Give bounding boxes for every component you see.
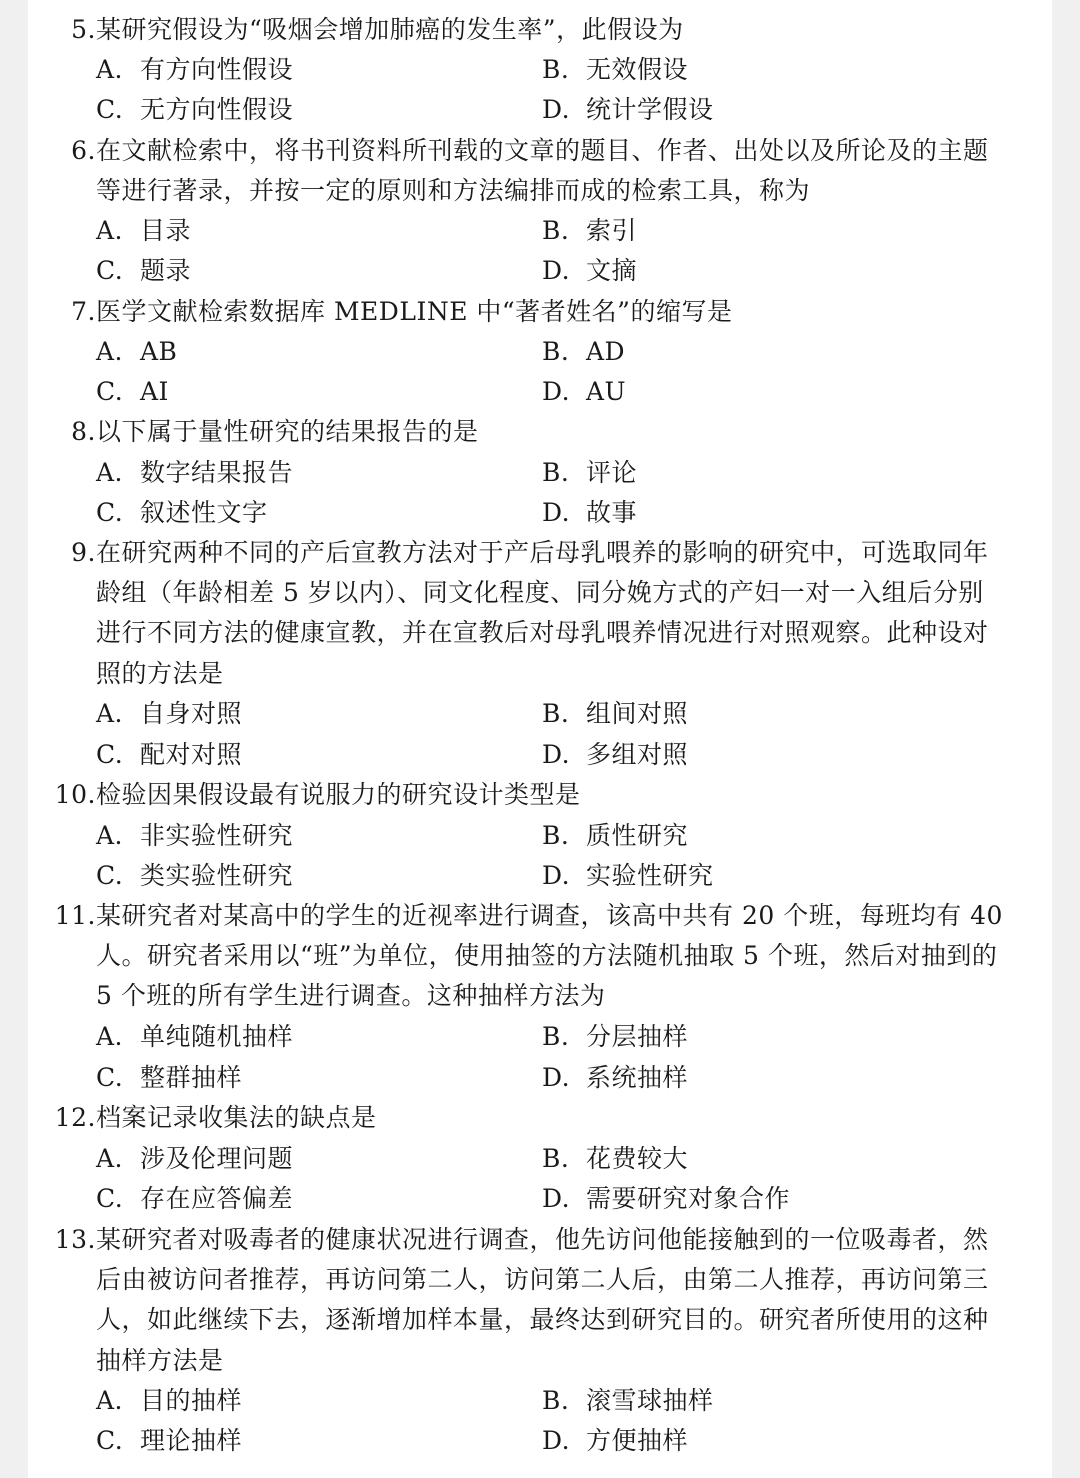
option-letter: D. [542,1426,571,1455]
option-letter: A. [96,821,124,850]
option-d [542,735,688,775]
option-letter: C. [96,377,124,406]
option-text: 无效假设 [586,55,689,84]
question-number: 7. [71,297,96,326]
option-letter: A. [96,337,124,366]
option-letter: D. [542,740,571,769]
option-b [542,694,688,734]
option-text: 花费较大 [586,1144,689,1173]
option-a [96,453,293,493]
option-d [542,1421,688,1461]
option-letter: B. [542,699,570,728]
option-text: AD [586,337,626,366]
option-text: 实验性研究 [586,861,714,890]
option-text: 理论抽样 [140,1426,243,1455]
option-letter: A. [96,699,124,728]
option-letter: A. [96,1022,124,1051]
option-c [96,90,293,130]
option-text: 单纯随机抽样 [140,1022,294,1051]
option-letter: B. [542,216,570,245]
question-11 [48,896,1008,1017]
option-c [96,251,191,291]
question-12 [48,1098,1008,1138]
option-b [542,1139,688,1179]
option-letter: D. [542,1063,571,1092]
option-letter: B. [542,1144,570,1173]
option-c [96,493,268,533]
option-text: 方便抽样 [586,1426,689,1455]
option-text: 评论 [586,458,638,487]
question-stem: 档案记录收集法的缺点是 [96,1103,377,1132]
option-letter: C. [96,740,124,769]
option-text: 滚雪球抽样 [586,1386,714,1415]
option-text: 故事 [586,498,638,527]
question-number: 10. [54,780,96,809]
option-text: 数字结果报告 [140,458,294,487]
question-number: 13. [54,1225,96,1254]
option-c [96,372,169,412]
option-text: 题录 [140,256,192,285]
option-d [542,251,637,291]
option-letter: C. [96,1426,124,1455]
option-a [96,211,191,251]
option-b [542,453,637,493]
question-number: 8. [71,417,96,446]
question-13 [48,1220,1008,1381]
option-b [542,816,688,856]
option-a [96,332,177,372]
question-6 [48,131,1008,211]
option-text: 叙述性文字 [140,498,268,527]
question-5 [48,10,1008,50]
option-c [96,1421,242,1461]
option-text: 自身对照 [140,699,243,728]
option-a [96,694,242,734]
option-letter: B. [542,1022,570,1051]
option-letter: B. [542,55,570,84]
option-text: AU [586,377,627,406]
question-stem: 检验因果假设最有说服力的研究设计类型是 [96,780,581,809]
option-letter: B. [542,1386,570,1415]
question-number: 5. [71,15,96,44]
question-stem: 某研究者对吸毒者的健康状况进行调查，他先访问他能接触到的一位吸毒者，然后由被访问者推荐，再访问第二人，访问第二人后，由第二人推荐，再访问第三人，如此继续下去，逐渐增加样本量，最终达到研究目的。研究者所使用的这种抽样方法是 [96,1225,989,1375]
option-letter: A. [96,55,124,84]
option-b [542,211,637,251]
option-letter: D. [542,861,571,890]
option-letter: C. [96,95,124,124]
option-text: 类实验性研究 [140,861,294,890]
question-number: 6. [71,136,96,165]
question-10 [48,775,1008,815]
option-letter: A. [96,1386,124,1415]
option-text: 非实验性研究 [140,821,294,850]
option-text: 质性研究 [586,821,689,850]
option-letter: C. [96,1184,124,1213]
question-stem: 在文献检索中，将书刊资料所刊载的文章的题目、作者、出处以及所论及的主题等进行著录，并按一定的原则和方法编排而成的检索工具，称为 [96,136,989,206]
option-text: 目的抽样 [140,1386,243,1415]
option-c [96,1058,242,1098]
option-letter: B. [542,458,570,487]
option-a [96,816,293,856]
option-text: 文摘 [586,256,638,285]
option-text: 无方向性假设 [140,95,294,124]
option-text: 配对对照 [140,740,243,769]
question-7 [48,292,1008,332]
option-text: 存在应答偏差 [140,1184,294,1213]
option-d [542,1179,790,1219]
option-letter: C. [96,256,124,285]
option-c [96,1179,293,1219]
option-letter: C. [96,498,124,527]
option-text: 有方向性假设 [140,55,294,84]
question-8 [48,412,1008,452]
option-letter: A. [96,458,124,487]
option-d [542,856,714,896]
option-letter: C. [96,1063,124,1092]
option-text: AI [140,377,169,406]
exam-page [28,0,1052,1478]
option-c [96,735,242,775]
option-a [96,1139,293,1179]
option-a [96,1381,242,1421]
option-text: 涉及伦理问题 [140,1144,294,1173]
option-letter: B. [542,821,570,850]
option-b [542,332,625,372]
option-text: 组间对照 [586,699,689,728]
option-letter: D. [542,377,571,406]
option-letter: D. [542,256,571,285]
option-b [542,50,688,90]
option-b [542,1381,714,1421]
option-d [542,372,626,412]
option-text: 统计学假设 [586,95,714,124]
option-b [542,1017,688,1057]
option-text: 系统抽样 [586,1063,689,1092]
option-text: 分层抽样 [586,1022,689,1051]
question-stem: 在研究两种不同的产后宣教方法对于产后母乳喂养的影响的研究中，可选取同年龄组（年龄相差 5 岁以内）、同文化程度、同分娩方式的产妇一对一入组后分别进行不同方法的健康宣教，并在宣教后对母乳喂养情况进行对照观察。此种设对照的方法是 [96,538,989,688]
question-stem: 某研究者对某高中的学生的近视率进行调查，该高中共有 20 个班，每班均有 40 人。研究者采用以“班”为单位，使用抽签的方法随机抽取 5 个班，然后对抽到的 5 个班的所有学生进行调查。这种抽样方法为 [96,901,1003,1011]
option-letter: D. [542,498,571,527]
option-text: 多组对照 [586,740,689,769]
option-a [96,1017,293,1057]
option-letter: A. [96,1144,124,1173]
question-stem: 医学文献检索数据库 MEDLINE 中“著者姓名”的缩写是 [96,297,733,326]
question-9 [48,533,1008,694]
option-letter: D. [542,95,571,124]
option-text: 需要研究对象合作 [586,1184,791,1213]
option-text: AB [140,337,178,366]
question-number: 11. [54,901,96,930]
option-text: 目录 [140,216,192,245]
question-number: 9. [71,538,96,567]
option-letter: B. [542,337,570,366]
question-stem: 以下属于量性研究的结果报告的是 [96,417,479,446]
option-text: 索引 [586,216,638,245]
option-text: 整群抽样 [140,1063,243,1092]
option-a [96,50,293,90]
option-letter: D. [542,1184,571,1213]
option-d [542,1058,688,1098]
option-letter: C. [96,861,124,890]
question-number: 12. [54,1103,96,1132]
option-c [96,856,293,896]
option-d [542,90,714,130]
question-stem: 某研究假设为“吸烟会增加肺癌的发生率”，此假设为 [96,15,684,44]
option-d [542,493,637,533]
option-letter: A. [96,216,124,245]
